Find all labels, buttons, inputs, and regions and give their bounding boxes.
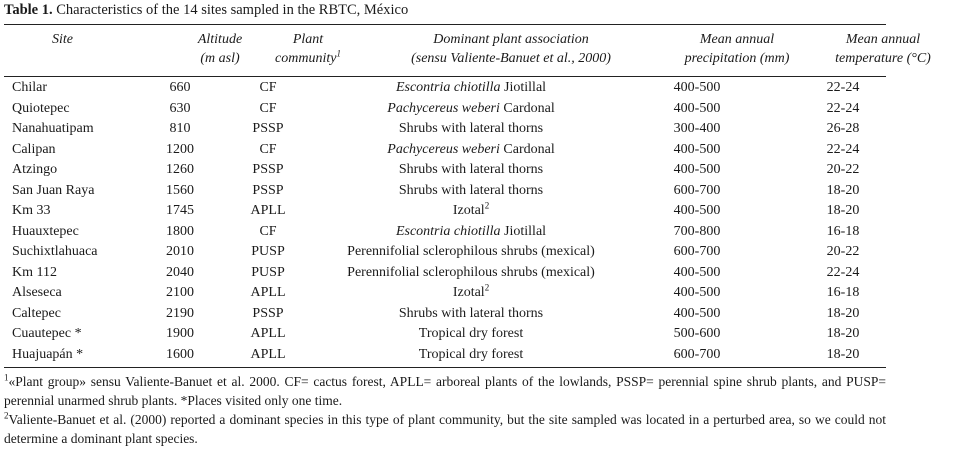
cell-precipitation: 600-700: [673, 244, 721, 259]
table-row: [4, 140, 916, 161]
cell-temperature: 18-20: [826, 326, 860, 341]
header-dominant-association: Dominant plant association (sensu Valiente-Banuet et al., 2000): [411, 32, 611, 66]
cell-precipitation: 400-500: [673, 162, 721, 177]
association-name: Jiotillal: [500, 223, 547, 239]
cell-plant-community: PSSP: [252, 182, 284, 198]
cell-altitude: 2190: [166, 305, 194, 321]
association-name: Cardonal: [499, 100, 555, 116]
cell-temperature: 22-24: [826, 141, 860, 157]
species-name: Pachycereus weberi: [387, 100, 500, 116]
cell-site: Cuautepec *: [12, 326, 82, 341]
association-name: Shrubs with lateral thorns: [398, 162, 544, 177]
cell-plant-community: PUSP: [251, 264, 285, 280]
cell-temperature: 18-20: [826, 346, 860, 362]
cell-dominant-association: [318, 304, 624, 325]
table-body: [4, 78, 916, 365]
table-row: [4, 201, 916, 222]
cell-temperature: 18-20: [826, 305, 860, 321]
cell-site: Caltepec: [12, 305, 61, 321]
header-altitude: Altitude (m asl): [197, 32, 243, 66]
cell-altitude: 1260: [166, 162, 194, 177]
cell-precipitation: 400-500: [673, 203, 721, 218]
caption-text: Characteristics of the 14 sites sampled in the RBTC, México: [52, 2, 409, 18]
cell-plant-community: PSSP: [252, 121, 284, 136]
association-name: Tropical dry forest: [418, 326, 524, 341]
table-row: [4, 345, 916, 366]
cell-altitude: 1600: [166, 346, 194, 362]
table-row: [4, 324, 916, 345]
cell-plant-community: PSSP: [252, 162, 284, 177]
cell-precipitation: 400-500: [673, 141, 721, 157]
cell-site: Km 112: [12, 264, 57, 280]
cell-dominant-association: [318, 242, 624, 263]
cell-precipitation: 500-600: [673, 326, 721, 341]
table-row: [4, 283, 916, 304]
cell-precipitation: 400-500: [673, 100, 721, 116]
header-precipitation: Mean annual precipitation (mm): [684, 32, 790, 66]
table-row: [4, 99, 916, 120]
footnote-2: $^2$Valiente-Banuet et al. (2000) reported a dominant species in this type of plant community, but the site sampled was located in a perturbed area, so we could not determine a dominant plant species.: [4, 410, 886, 446]
association-name: Jiotillal: [500, 80, 547, 95]
cell-dominant-association: [318, 160, 624, 181]
cell-dominant-association: [318, 99, 624, 120]
cell-altitude: 810: [169, 121, 191, 136]
table-caption: [4, 1, 408, 19]
cell-altitude: 2010: [166, 244, 194, 259]
cell-temperature: 18-20: [826, 182, 860, 198]
caption-label: Table 1.: [4, 2, 53, 18]
cell-precipitation: 600-700: [673, 182, 721, 198]
cell-dominant-association: [318, 119, 624, 140]
association-name: Perennifolial sclerophilous shrubs (mexical): [347, 264, 595, 280]
footnote-1: $^1$«Plant group» sensu Valiente-Banuet et al. 2000. CF= cactus forest, APLL= arboreal plants of the lowlands, PSSP= perennial spine shrub plants, and PUSP= perennial unarmed shrub plants. *Places visited only one time.: [4, 372, 886, 408]
cell-dominant-association: [318, 78, 624, 99]
association-name: Izotal: [452, 285, 485, 300]
cell-plant-community: APLL: [250, 346, 286, 362]
cell-precipitation: 300-400: [673, 121, 721, 136]
cell-temperature: 18-20: [826, 203, 860, 218]
association-name: Shrubs with lateral thorns: [398, 182, 544, 198]
cell-altitude: 1200: [166, 141, 194, 157]
table-row: [4, 263, 916, 284]
header-plant-community: Plant community$^1$: [275, 32, 341, 66]
cell-altitude: 1560: [166, 182, 194, 198]
cell-dominant-association: [318, 222, 624, 243]
table-row: [4, 304, 916, 325]
cell-altitude: 1745: [166, 203, 194, 218]
species-name: Pachycereus weberi: [387, 141, 500, 157]
top-rule: [4, 24, 886, 25]
table-row: [4, 160, 916, 181]
cell-dominant-association: [318, 324, 624, 345]
cell-altitude: 1900: [166, 326, 194, 341]
table-header: [4, 30, 956, 68]
cell-altitude: 660: [169, 80, 191, 95]
cell-plant-community: CF: [259, 80, 277, 95]
cell-temperature: 22-24: [826, 264, 860, 280]
table-row: [4, 242, 916, 263]
cell-site: Km 33: [12, 203, 51, 218]
association-name: Perennifolial sclerophilous shrubs (mexical): [347, 244, 595, 259]
cell-site: Suchixtlahuaca: [12, 244, 98, 259]
association-name: Izotal: [452, 203, 485, 218]
cell-altitude: 2040: [166, 264, 194, 280]
footnotes: [4, 372, 886, 448]
species-name: Escontria chiotilla: [395, 223, 501, 239]
cell-plant-community: PUSP: [251, 244, 285, 259]
cell-site: Alseseca: [12, 285, 62, 300]
association-name: Tropical dry forest: [418, 346, 524, 362]
cell-plant-community: APLL: [250, 326, 286, 341]
footnote-marker: 2: [484, 282, 490, 293]
cell-dominant-association: [318, 345, 624, 366]
cell-altitude: 630: [169, 100, 191, 116]
association-name: Shrubs with lateral thorns: [398, 305, 544, 321]
cell-altitude: 2100: [166, 285, 194, 300]
cell-precipitation: 400-500: [673, 305, 721, 321]
cell-precipitation: 400-500: [673, 80, 721, 95]
cell-site: Nanahuatipam: [12, 121, 94, 136]
cell-site: Huauxtepec: [12, 223, 79, 239]
cell-dominant-association: [318, 140, 624, 161]
cell-dominant-association: [318, 201, 624, 222]
cell-plant-community: CF: [259, 223, 277, 239]
table-row: [4, 181, 916, 202]
association-name: Shrubs with lateral thorns: [398, 121, 544, 136]
cell-site: Atzingo: [12, 162, 58, 177]
cell-temperature: 22-24: [826, 80, 860, 95]
cell-site: Chilar: [12, 80, 47, 95]
cell-plant-community: CF: [259, 141, 277, 157]
cell-precipitation: 700-800: [673, 223, 721, 239]
header-temperature: Mean annual temperature (°C): [835, 32, 931, 66]
header-rule: [4, 76, 886, 77]
cell-plant-community: PSSP: [252, 305, 284, 321]
cell-precipitation: 400-500: [673, 264, 721, 280]
footnote-marker: 2: [484, 200, 490, 211]
cell-precipitation: 600-700: [673, 346, 721, 362]
cell-dominant-association: [318, 283, 624, 304]
cell-site: Huajuapán *: [12, 346, 84, 362]
table-row: [4, 222, 916, 243]
cell-temperature: 16-18: [826, 285, 860, 300]
table-row: [4, 119, 916, 140]
species-name: Escontria chiotilla: [395, 80, 501, 95]
header-site: Site: [52, 32, 73, 47]
table-row: [4, 78, 916, 99]
cell-precipitation: 400-500: [673, 285, 721, 300]
cell-temperature: 20-22: [826, 162, 860, 177]
cell-plant-community: APLL: [250, 203, 286, 218]
cell-plant-community: CF: [259, 100, 277, 116]
cell-dominant-association: [318, 181, 624, 202]
cell-plant-community: APLL: [250, 285, 286, 300]
cell-site: San Juan Raya: [12, 182, 95, 198]
cell-altitude: 1800: [166, 223, 194, 239]
bottom-rule: [4, 367, 886, 368]
cell-temperature: 26-28: [826, 121, 860, 136]
association-name: Cardonal: [499, 141, 555, 157]
cell-temperature: 22-24: [826, 100, 860, 116]
cell-temperature: 16-18: [826, 223, 860, 239]
cell-site: Calipan: [12, 141, 56, 157]
cell-site: Quiotepec: [12, 100, 70, 116]
cell-temperature: 20-22: [826, 244, 860, 259]
cell-dominant-association: [318, 263, 624, 284]
